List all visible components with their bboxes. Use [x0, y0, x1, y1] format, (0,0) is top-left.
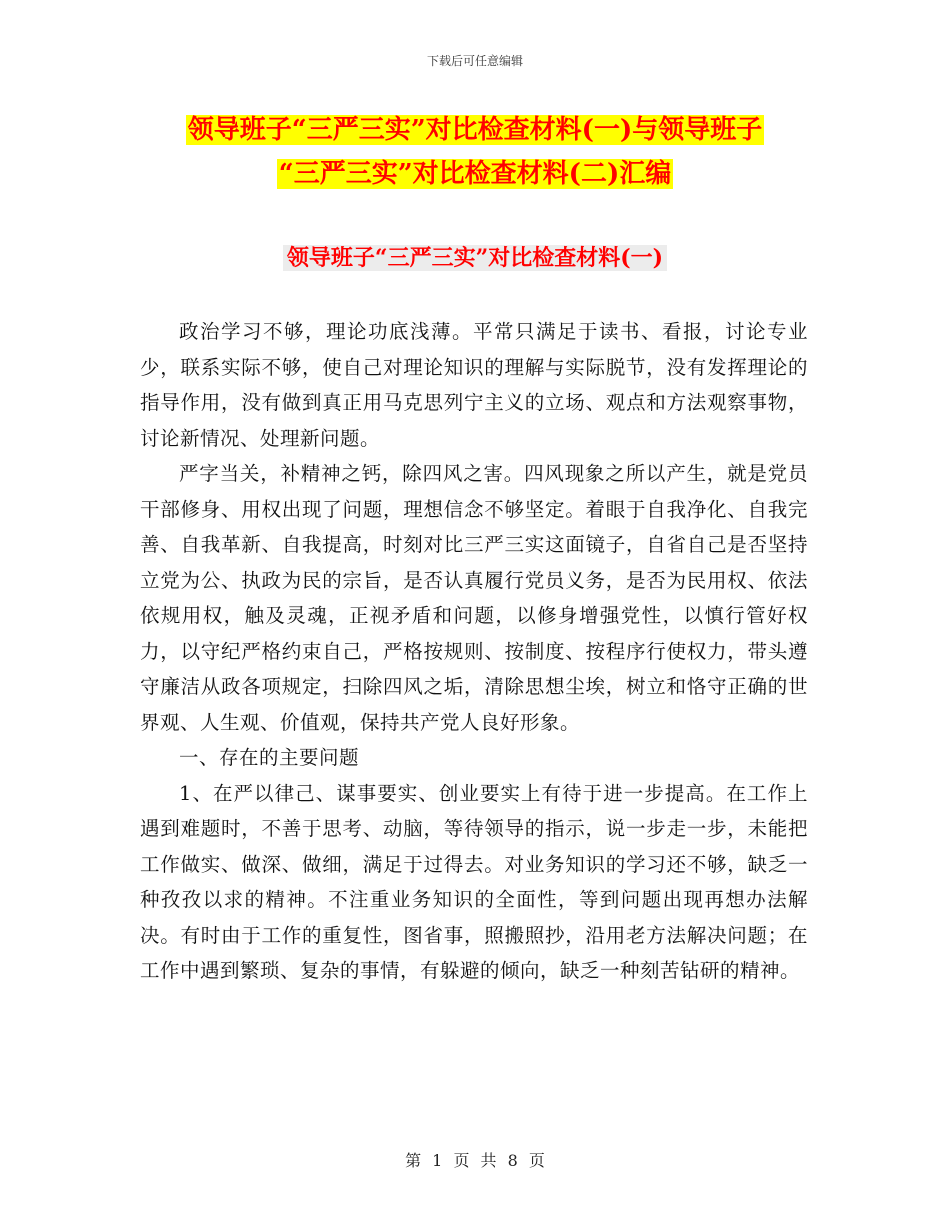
paragraph: 1、在严以律己、谋事要实、创业要实上有待于进一步提高。在工作上遇到难题时，不善于思考、动脑，等待领导的指示，说一步走一步，未能把工作做实、做深、做细，满足于过得去。对业务知识的学习还不够，缺乏一种孜孜以求的精神。不注重业务知识的全面性，等到问题出现再想办法解决。有时由于工作的重复性，图省事，照搬照抄，沿用老方法解决问题；在工作中遇到繁琐、复杂的事情，有躲避的倾向，缺乏一种刻苦钻研的精神。 — [140, 781, 808, 982]
header-note: 下载后可任意编辑 — [426, 54, 523, 68]
document-title-line-2: “三严三实”对比检查材料(二)汇编 — [278, 159, 672, 189]
document-title — [0, 108, 950, 196]
section-heading: 一、存在的主要问题 — [179, 746, 360, 769]
page-footer: 第 1 页 共 8 页 — [405, 1151, 545, 1170]
section-title-text: 领导班子“三严三实”对比检查材料(一) — [283, 245, 667, 271]
section-title — [0, 242, 950, 274]
document-body — [140, 314, 808, 989]
document-title-line-1: 领导班子“三严三实”对比检查材料(一)与领导班子 — [187, 115, 763, 145]
paragraph: 严字当关，补精神之钙，除四风之害。四风现象之所以产生，就是党员干部修身、用权出现了问题，理想信念不够坚定。着眼于自我净化、自我完善、自我革新、自我提高，时刻对比三严三实这面镜子，自省自己是否坚持立党为公、执政为民的宗旨，是否认真履行党员义务，是否为民用权、依法依规用权，触及灵魂，正视矛盾和问题，以修身增强党性，以慎行管好权力，以守纪严格约束自己，严格按规则、按制度、按程序行使权力，带头遵守廉洁从政各项规定，扫除四风之垢，清除思想尘埃，树立和恪守正确的世界观、人生观、价值观，保持共产党人良好形象。 — [140, 462, 808, 734]
paragraph: 政治学习不够，理论功底浅薄。平常只满足于读书、看报，讨论专业少，联系实际不够，使自己对理论知识的理解与实际脱节，没有发挥理论的指导作用，没有做到真正用马克思列宁主义的立场、观点和方法观察事物，讨论新情况、处理新问题。 — [140, 320, 808, 450]
